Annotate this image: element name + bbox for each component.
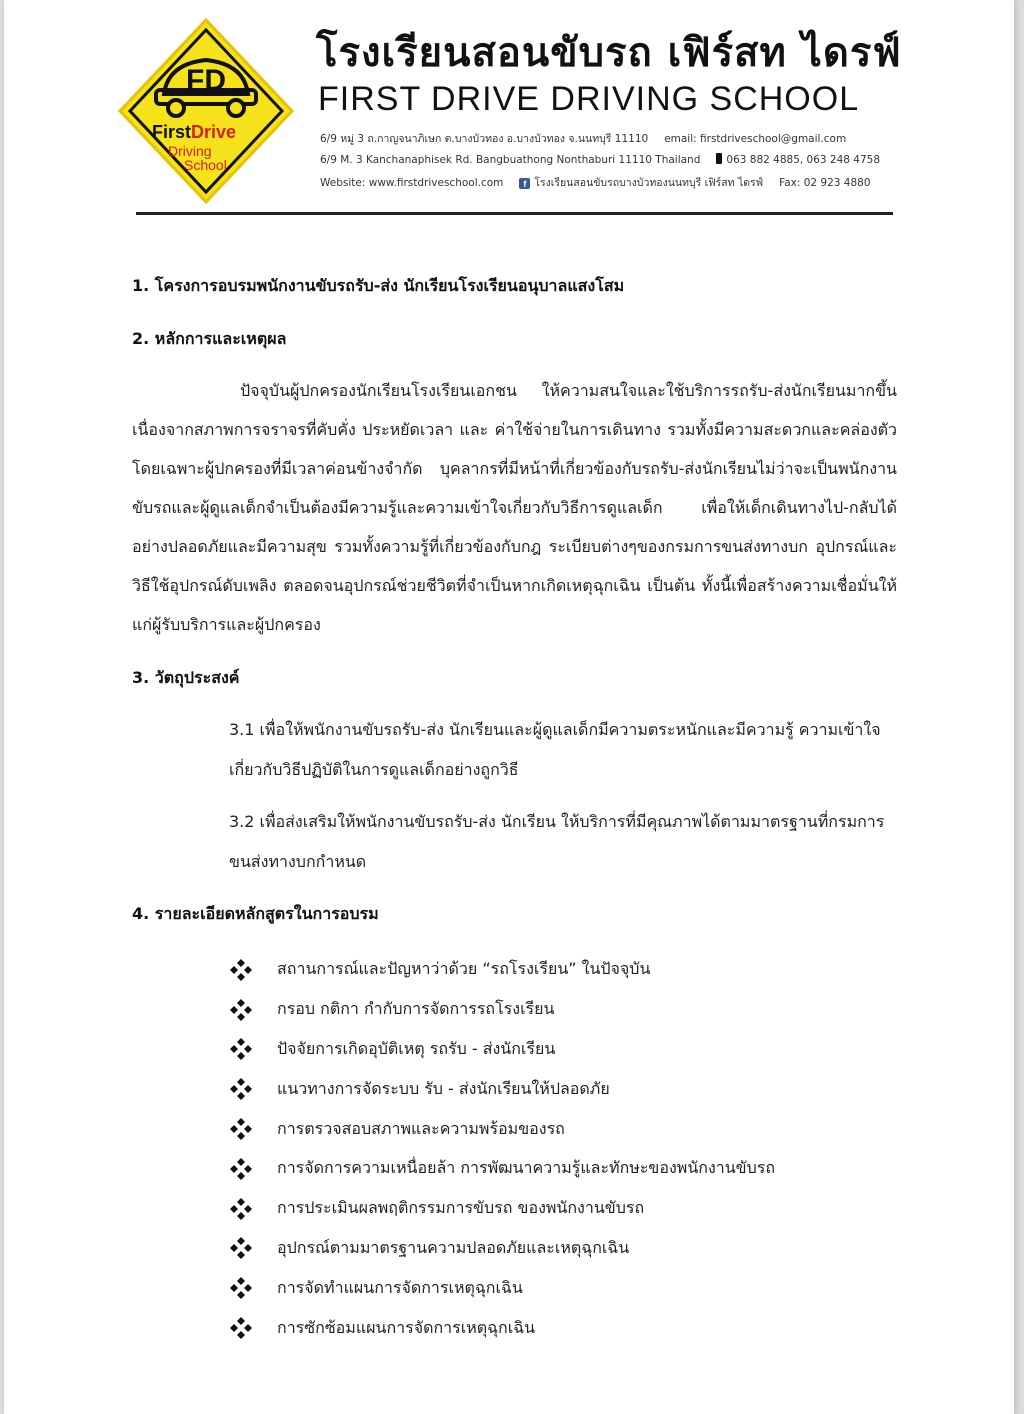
four-diamond-bullet-icon: [229, 1197, 253, 1221]
course-topic-list: [229, 950, 775, 1348]
topic-text: แนวทางการจัดระบบ รับ - ส่งนักเรียนให้ปลอดภัย: [277, 1078, 610, 1098]
address-english: 6/9 M. 3 Kanchanaphisek Rd. Bangbuathong Nonthaburi 11110 Thailand: [320, 154, 701, 166]
four-diamond-bullet-icon: [229, 1276, 253, 1300]
four-diamond-bullet-icon: [229, 1316, 253, 1340]
school-name-english: FIRST DRIVE DRIVING SCHOOL: [318, 80, 860, 118]
objective-3-1: 3.1 เพื่อให้พนักงานขับรถรับ-ส่ง นักเรียนและผู้ดูแลเด็กมีความตระหนักและมีความรู้ ความเข้าใจเกี่ยวกับวิธีปฏิบัติในการดูแลเด็กอย่างถูกวิธี: [229, 720, 881, 779]
section-1-title: 1. โครงการอบรมพนักงานขับรถรับ-ส่ง นักเรียนโรงเรียนอนุบาลแสงโสม: [132, 276, 625, 295]
svg-text:FirstDrive: [152, 122, 236, 142]
four-diamond-bullet-icon: [229, 1037, 253, 1061]
list-item: [229, 1069, 775, 1109]
list-item: [229, 990, 775, 1030]
list-item: [229, 1229, 775, 1269]
facebook-icon: f: [519, 178, 530, 189]
header-divider: [136, 212, 893, 215]
email-text: email: firstdriveschool@gmail.com: [664, 133, 847, 145]
logo-brand-drive: Drive: [191, 122, 237, 142]
document-page: [4, 0, 1014, 1414]
address-thai: 6/9 หมู่ 3 ถ.กาญจนาภิเษก ต.บางบัวทอง อ.บางบัวทอง จ.นนทบุรี 11110: [320, 133, 649, 145]
phone-numbers: 063 882 4885, 063 248 4758: [726, 154, 881, 166]
topic-text: การประเมินผลพฤติกรรมการขับรถ ของพนักงานขับรถ: [277, 1198, 645, 1218]
topic-text: อุปกรณ์ตามมาตรฐานความปลอดภัยและเหตุฉุกเฉิน: [277, 1237, 630, 1257]
address-line-thai: [320, 130, 846, 147]
section-4-title: 4. รายละเอียดหลักสูตรในการอบรม: [132, 904, 379, 923]
section-2-title: 2. หลักการและเหตุผล: [132, 329, 287, 348]
four-diamond-bullet-icon: [229, 1077, 253, 1101]
svg-text:FD: FD: [186, 64, 226, 97]
four-diamond-bullet-icon: [229, 1236, 253, 1260]
logo-line2: Driving: [168, 143, 212, 159]
topic-text: การจัดทำแผนการจัดการเหตุฉุกเฉิน: [277, 1277, 523, 1297]
logo-line3: School: [184, 157, 227, 173]
topic-text: กรอบ กติกา กำกับการจัดการรถโรงเรียน: [277, 999, 555, 1019]
four-diamond-bullet-icon: [229, 1157, 253, 1181]
website-text: Website: www.firstdriveschool.com: [320, 177, 504, 189]
list-item: [229, 1109, 775, 1149]
fax-text: Fax: 02 923 4880: [779, 177, 871, 189]
phone-icon: [716, 153, 722, 164]
list-item: [229, 1030, 775, 1070]
logo-diamond: [120, 20, 292, 202]
facebook-page: โรงเรียนสอนขับรถบางบัวทองนนทบุรี เฟิร์สท ไดรฟ์: [534, 177, 764, 189]
list-item: [229, 950, 775, 990]
list-item: [229, 1268, 775, 1308]
topic-text: สถานการณ์และปัญหาว่าด้วย “รถโรงเรียน” ในปัจจุบัน: [277, 959, 651, 979]
topic-text: ปัจจัยการเกิดอุบัติเหตุ รถรับ - ส่งนักเรียน: [277, 1038, 556, 1058]
section-2-body: ปัจจุบันผู้ปกครองนักเรียนโรงเรียนเอกชน ให้ความสนใจและใช้บริการรถรับ-ส่งนักเรียนมากขึ้น เนื่องจากสภาพการจราจรที่คับคั่ง ประหยัดเวลา และ ค่าใช้จ่ายในการเดินทาง รวมทั้งมีความสะดวกและคล่องตัว โดยเฉพาะผู้ปกครองที่มีเวลาค่อนข้างจำกัด บุคลากรที่มีหน้าที่เกี่ยวข้องกับรถรับ-ส่งนักเรียนไม่ว่าจะเป็นพนักงานขับรถและผู้ดูแลเด็กจำเป็นต้องมีความรู้และความเข้าใจเกี่ยวกับวิธีการดูแลเด็ก เพื่อให้เด็กเดินทางไป-กลับได้อย่างปลอดภัยและมีความสุข รวมทั้งความรู้ที่เกี่ยวข้องกับกฎ ระเบียบต่างๆของกรมการขนส่งทางบก อุปกรณ์และวิธีใช้อุปกรณ์ดับเพลิง ตลอดจนอุปกรณ์ช่วยชีวิตที่จำเป็นหากเกิดเหตุฉุกเฉิน เป็นต้น ทั้งนี้เพื่อสร้างความเชื่อมั่นให้แก่ผู้รับบริการและผู้ปกครอง: [132, 381, 897, 634]
list-item: [229, 1189, 775, 1229]
topic-text: การจัดการความเหนื่อยล้า การพัฒนาความรู้และทักษะของพนักงานขับรถ: [277, 1158, 776, 1178]
school-logo: [116, 16, 296, 206]
four-diamond-bullet-icon: [229, 958, 253, 982]
contact-line: [320, 174, 871, 191]
address-line-english: [320, 153, 880, 166]
list-item: [229, 1308, 775, 1348]
objective-3-2: 3.2 เพื่อส่งเสริมให้พนักงานขับรถรับ-ส่ง นักเรียน ให้บริการที่มีคุณภาพได้ตามมาตรฐานที่กรมการขนส่งทางบกกำหนด: [229, 812, 885, 871]
four-diamond-bullet-icon: [229, 998, 253, 1022]
school-name-thai: โรงเรียนสอนขับรถ เฟิร์สท ไดรฟ์: [316, 30, 902, 76]
topic-text: การตรวจสอบสภาพและความพร้อมของรถ: [277, 1118, 565, 1138]
four-diamond-bullet-icon: [229, 1117, 253, 1141]
section-3-title: 3. วัตถุประสงค์: [132, 668, 240, 687]
logo-brand-first: First: [152, 122, 192, 142]
topic-text: การซักซ้อมแผนการจัดการเหตุฉุกเฉิน: [277, 1317, 536, 1337]
list-item: [229, 1149, 775, 1189]
